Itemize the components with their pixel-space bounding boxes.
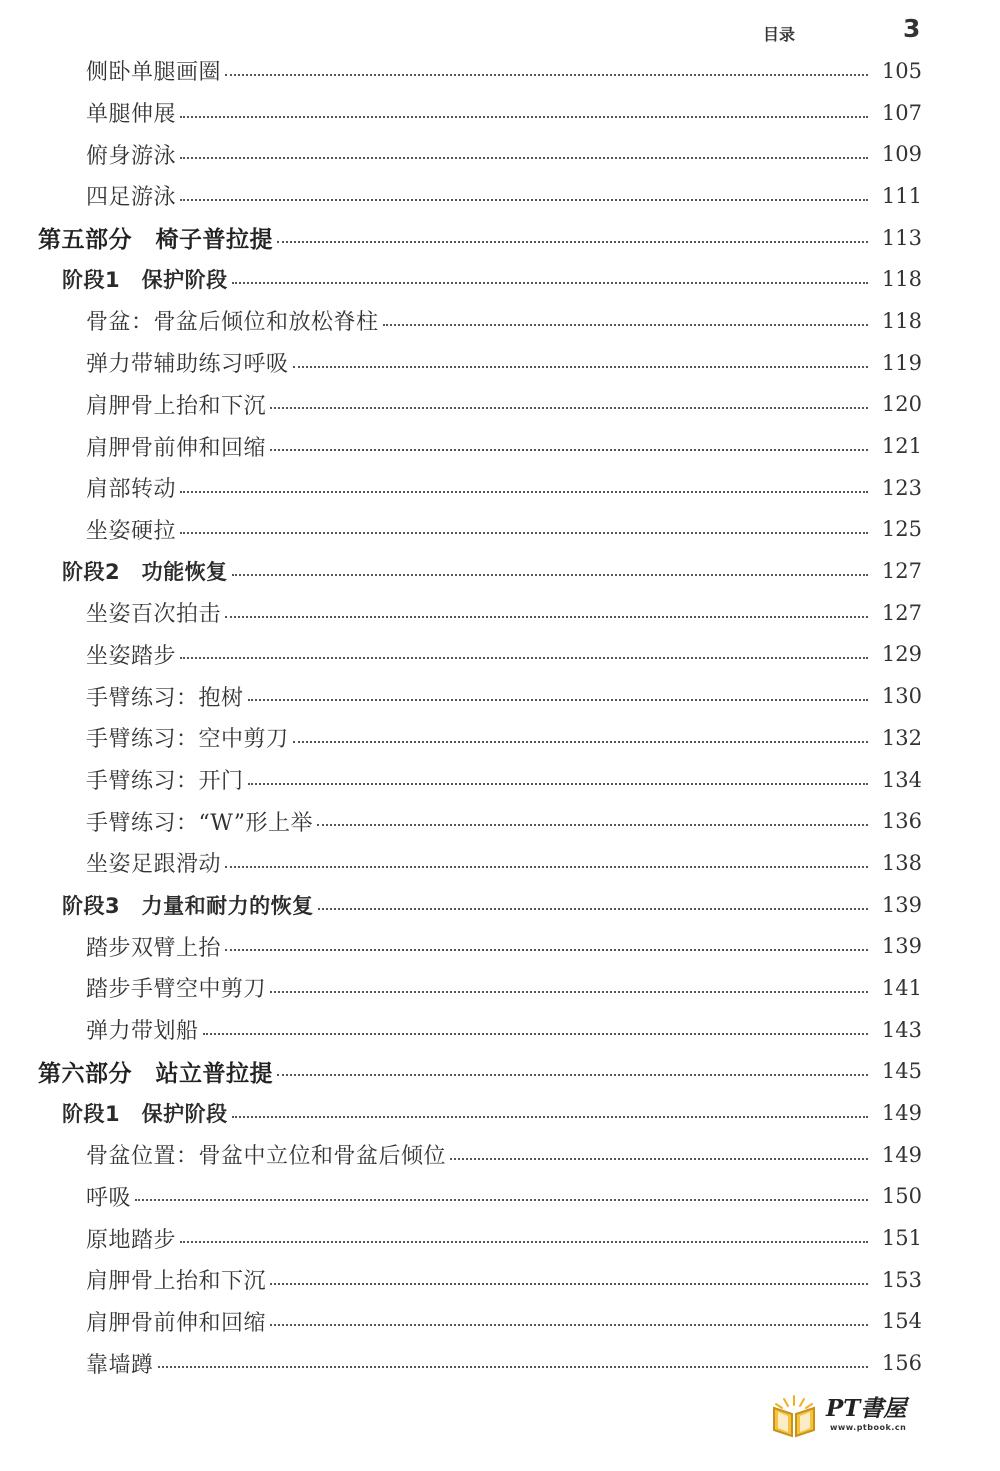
toc-entry-title: 阶段1 保护阶段 xyxy=(62,1102,228,1127)
dot-leader xyxy=(277,1072,868,1076)
toc-entry-title: 坐姿踏步 xyxy=(86,643,177,669)
dot-leader xyxy=(180,114,868,118)
toc-page-number: 125 xyxy=(881,517,922,542)
toc-page-number: 154 xyxy=(881,1309,922,1334)
toc-entry-row[interactable] xyxy=(0,467,1000,509)
toc-entry-row[interactable] xyxy=(0,50,1000,92)
toc-page-number: 139 xyxy=(881,892,922,917)
dot-leader xyxy=(383,322,868,326)
dot-leader xyxy=(232,280,868,284)
toc-entry-title: 第五部分 椅子普拉提 xyxy=(38,227,273,254)
toc-page-number: 145 xyxy=(881,1059,922,1084)
dot-leader xyxy=(232,572,868,576)
toc-page-number: 105 xyxy=(881,58,922,83)
dot-leader xyxy=(203,1031,868,1035)
toc-entry-row[interactable] xyxy=(0,1009,1000,1051)
toc-entry-title: 靠墙蹲 xyxy=(86,1352,154,1378)
toc-entry-row[interactable] xyxy=(0,592,1000,634)
dot-leader xyxy=(270,405,868,409)
toc-entry-row[interactable] xyxy=(0,1259,1000,1301)
toc-page-number: 139 xyxy=(881,934,922,959)
toc-entry-title: 第六部分 站立普拉提 xyxy=(38,1060,273,1087)
toc-page-number: 150 xyxy=(881,1184,922,1209)
toc-page-number: 151 xyxy=(881,1226,922,1251)
toc-entry-row[interactable] xyxy=(0,842,1000,884)
toc-page-number: 153 xyxy=(881,1267,922,1292)
dot-leader xyxy=(225,614,868,618)
watermark-name: PT書屋 xyxy=(826,1395,907,1422)
toc-page-number: 130 xyxy=(881,684,922,709)
toc-entry-title: 手臂练习：抱树 xyxy=(86,685,244,711)
toc-stage-row[interactable] xyxy=(0,550,1000,592)
toc-entry-row[interactable] xyxy=(0,925,1000,967)
toc-page-number: 138 xyxy=(881,850,922,875)
dot-leader xyxy=(248,697,868,701)
watermark-url: www.ptbook.cn xyxy=(830,1423,907,1432)
toc-entry-title: 骨盆：骨盆后倾位和放松脊柱 xyxy=(86,310,379,336)
dot-leader xyxy=(293,739,868,743)
toc-entry-title: 四足游泳 xyxy=(86,185,177,211)
toc-page-number: 136 xyxy=(881,809,922,834)
dot-leader xyxy=(318,906,868,910)
toc-page-number: 111 xyxy=(881,183,922,208)
toc-entry-title: 坐姿百次拍击 xyxy=(86,602,222,628)
dot-leader xyxy=(270,1322,868,1326)
dot-leader xyxy=(248,781,868,785)
toc-entry-row[interactable] xyxy=(0,675,1000,717)
toc-entry-row[interactable] xyxy=(0,800,1000,842)
toc-entry-title: 阶段1 保护阶段 xyxy=(62,268,228,293)
toc-entry-title: 呼吸 xyxy=(86,1185,132,1211)
toc-page-number: 143 xyxy=(881,1017,922,1042)
toc-page-number: 141 xyxy=(881,975,922,1000)
toc-entry-title: 肩部转动 xyxy=(86,477,177,503)
toc-entry-row[interactable] xyxy=(0,1342,1000,1384)
dot-leader xyxy=(158,1364,868,1368)
toc-entry-row[interactable] xyxy=(0,1134,1000,1176)
toc-entry-row[interactable] xyxy=(0,717,1000,759)
toc-entry-row[interactable] xyxy=(0,92,1000,134)
toc-entry-title: 手臂练习：开门 xyxy=(86,769,244,795)
toc-entry-title: 肩胛骨上抬和下沉 xyxy=(86,1269,267,1295)
dot-leader xyxy=(180,489,868,493)
toc-entry-row[interactable] xyxy=(0,1176,1000,1218)
toc-entry-title: 弹力带辅助练习呼吸 xyxy=(86,352,289,378)
toc-entry-row[interactable] xyxy=(0,759,1000,801)
toc-entry-title: 坐姿足跟滑动 xyxy=(86,852,222,878)
toc-page-number: 134 xyxy=(881,767,922,792)
toc-page-number: 121 xyxy=(881,434,922,459)
dot-leader xyxy=(450,1156,868,1160)
dot-leader xyxy=(270,1281,868,1285)
toc-entry-title: 侧卧单腿画圈 xyxy=(86,60,222,86)
toc-entry-row[interactable] xyxy=(0,384,1000,426)
toc-page-number: 107 xyxy=(881,100,922,125)
toc-page-number: 119 xyxy=(881,350,922,375)
page-number: 3 xyxy=(903,14,921,43)
dot-leader xyxy=(232,1114,868,1118)
running-head-title: 目录 xyxy=(763,25,796,44)
toc-page-number: 127 xyxy=(881,559,922,584)
toc-entry-title: 肩胛骨前伸和回缩 xyxy=(86,1310,267,1336)
toc-entry-title: 踏步手臂空中剪刀 xyxy=(86,977,267,1003)
toc-page-number: 113 xyxy=(881,225,922,250)
toc-entry-title: 手臂练习：空中剪刀 xyxy=(86,727,289,753)
toc-entry-title: 骨盆位置：骨盆中立位和骨盆后倾位 xyxy=(86,1144,447,1170)
toc-page-number: 129 xyxy=(881,642,922,667)
toc-entry-title: 手臂练习：“W”形上举 xyxy=(86,810,314,836)
dot-leader xyxy=(180,1239,868,1243)
toc-stage-row[interactable] xyxy=(0,1092,1000,1134)
toc-entry-title: 肩胛骨前伸和回缩 xyxy=(86,435,267,461)
dot-leader xyxy=(180,197,868,201)
toc-entry-row[interactable] xyxy=(0,300,1000,342)
toc-page-number: 109 xyxy=(881,142,922,167)
toc-page-number: 149 xyxy=(881,1101,922,1126)
toc-entry-row[interactable] xyxy=(0,425,1000,467)
dot-leader xyxy=(180,530,868,534)
dot-leader xyxy=(225,864,868,868)
dot-leader xyxy=(135,1197,868,1201)
dot-leader xyxy=(225,947,868,951)
dot-leader xyxy=(180,155,868,159)
toc-entry-row[interactable] xyxy=(0,967,1000,1009)
toc-entry-title: 单腿伸展 xyxy=(86,102,177,128)
toc-entry-title: 坐姿硬拉 xyxy=(86,518,177,544)
toc-page-number: 123 xyxy=(881,475,922,500)
toc-entry-title: 原地踏步 xyxy=(86,1227,177,1253)
toc-entry-row[interactable] xyxy=(0,634,1000,676)
toc-stage-row[interactable] xyxy=(0,258,1000,300)
toc-part-row[interactable] xyxy=(0,1051,1000,1093)
toc-stage-row[interactable] xyxy=(0,884,1000,926)
toc-entry-row[interactable] xyxy=(0,1217,1000,1259)
dot-leader xyxy=(317,822,868,826)
toc-entry-title: 弹力带划船 xyxy=(86,1019,199,1045)
toc-page-number: 120 xyxy=(881,392,922,417)
toc-part-row[interactable] xyxy=(0,217,1000,259)
toc-entry-row[interactable] xyxy=(0,175,1000,217)
toc-page-number: 156 xyxy=(881,1351,922,1376)
toc-entry-title: 阶段3 力量和耐力的恢复 xyxy=(62,893,314,918)
books-icon xyxy=(770,1394,818,1438)
watermark-logo xyxy=(770,1388,930,1440)
dot-leader xyxy=(293,364,868,368)
dot-leader xyxy=(270,447,868,451)
toc-entry-row[interactable] xyxy=(0,342,1000,384)
dot-leader xyxy=(225,72,868,76)
toc-entry-title: 肩胛骨上抬和下沉 xyxy=(86,393,267,419)
toc-page-number: 132 xyxy=(881,725,922,750)
toc-page-number: 118 xyxy=(881,308,922,333)
table-of-contents xyxy=(0,50,1000,1384)
page-header xyxy=(0,14,1000,50)
toc-page-number: 149 xyxy=(881,1142,922,1167)
toc-page-number: 127 xyxy=(881,600,922,625)
dot-leader xyxy=(180,655,868,659)
toc-entry-row[interactable] xyxy=(0,1301,1000,1343)
toc-entry-title: 阶段2 功能恢复 xyxy=(62,560,228,585)
toc-page-number: 118 xyxy=(881,267,922,292)
dot-leader xyxy=(270,989,868,993)
toc-entry-row[interactable] xyxy=(0,133,1000,175)
dot-leader xyxy=(277,239,868,243)
toc-entry-row[interactable] xyxy=(0,509,1000,551)
toc-entry-title: 踏步双臂上抬 xyxy=(86,935,222,961)
toc-entry-title: 俯身游泳 xyxy=(86,143,177,169)
